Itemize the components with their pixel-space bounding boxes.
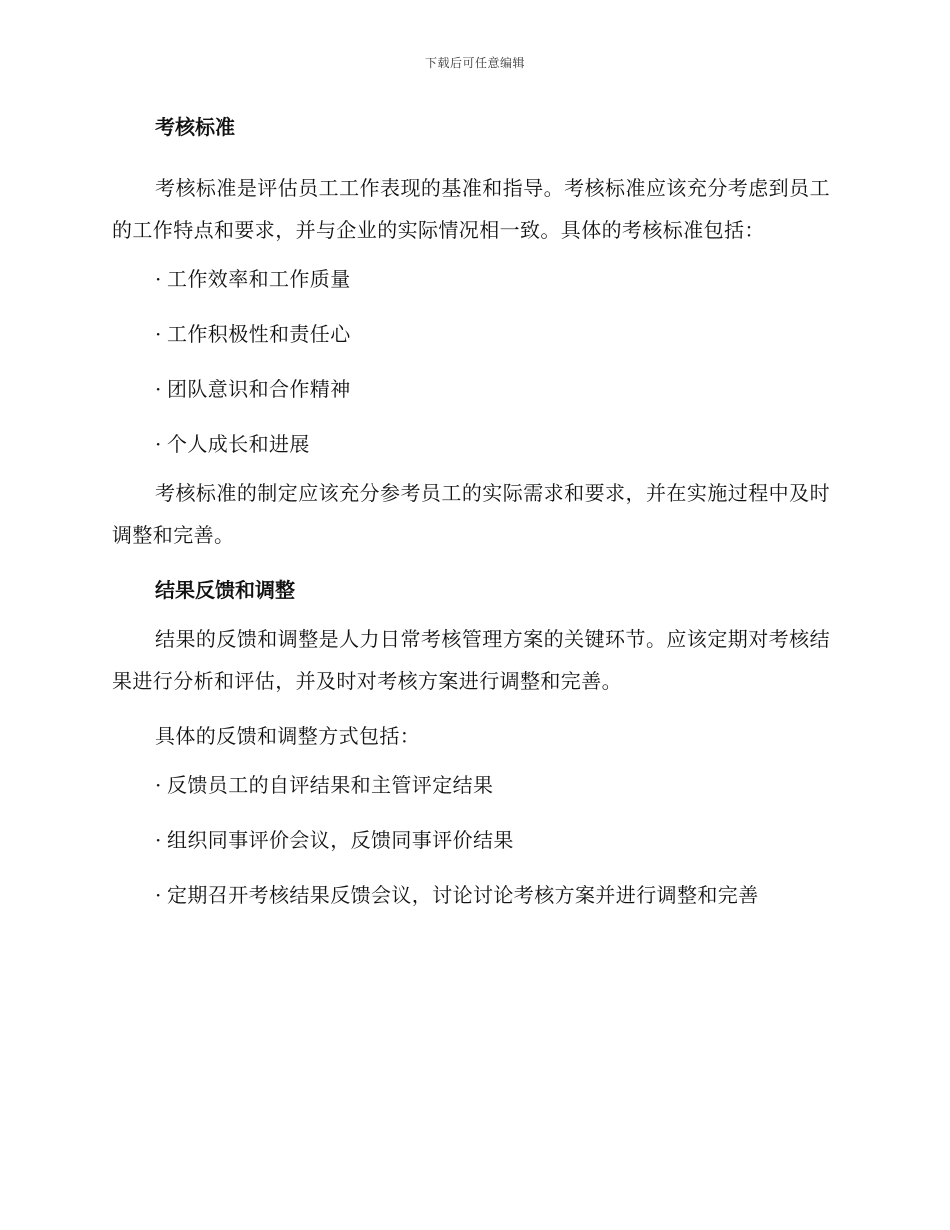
- bullet-marker: ·: [155, 322, 162, 346]
- bullet-marker: ·: [155, 432, 162, 456]
- list-item: [112, 264, 830, 294]
- list-item-text: 工作积极性和责任心: [167, 322, 351, 346]
- section-2-intro-paragraph: 结果的反馈和调整是人力日常考核管理方案的关键环节。应该定期对考核结果进行分析和评估，并及时对考核方案进行调整和完善。: [112, 627, 830, 693]
- list-item: [112, 770, 830, 800]
- list-item: [112, 825, 830, 855]
- bullet-marker: ·: [155, 377, 162, 401]
- section-1-closing-paragraph: 考核标准的制定应该充分参考员工的实际需求和要求，并在实施过程中及时调整和完善。: [112, 481, 830, 547]
- list-item-text: 团队意识和合作精神: [167, 377, 351, 401]
- list-item: [112, 319, 830, 349]
- section-1-intro-paragraph: 考核标准是评估员工工作表现的基准和指导。考核标准应该充分考虑到员工的工作特点和要求，并与企业的实际情况相一致。具体的考核标准包括：: [112, 176, 830, 242]
- bullet-marker: ·: [155, 883, 162, 907]
- section-2-intro-paragraph-2: 具体的反馈和调整方式包括：: [155, 724, 421, 748]
- bullet-marker: ·: [155, 773, 162, 797]
- section-heading-assessment-standards: 考核标准: [155, 115, 235, 139]
- header-note: 下载后可任意编辑: [424, 56, 525, 70]
- list-item-text: 组织同事评价会议，反馈同事评价结果: [167, 828, 514, 852]
- list-item-text: 定期召开考核结果反馈会议，讨论讨论考核方案并进行调整和完善: [167, 883, 759, 907]
- bullet-marker: ·: [155, 267, 162, 291]
- section-heading-feedback-and-adjustment: 结果反馈和调整: [155, 578, 295, 602]
- document-body: [112, 112, 830, 935]
- list-item-text: 工作效率和工作质量: [167, 267, 351, 291]
- list-item: [112, 374, 830, 404]
- list-item: [112, 429, 830, 459]
- list-item: [112, 880, 830, 910]
- list-item-text: 个人成长和进展: [167, 432, 310, 456]
- list-item-text: 反馈员工的自评结果和主管评定结果: [167, 773, 494, 797]
- bullet-marker: ·: [155, 828, 162, 852]
